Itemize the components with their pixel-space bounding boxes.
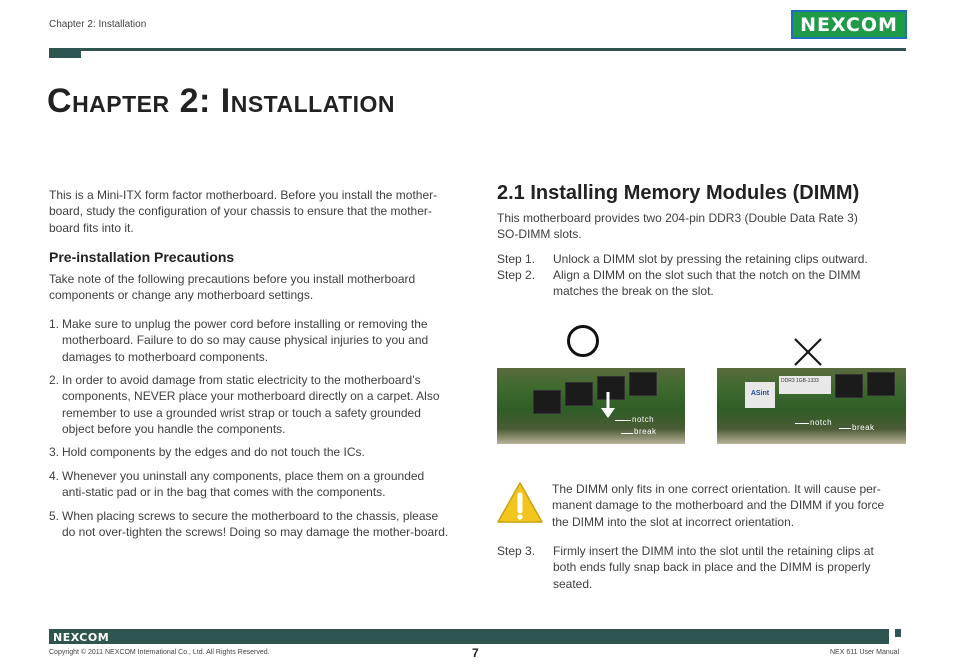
intro-paragraph: This is a Mini-ITX form factor motherboard. Before you install the mother-board, study the configuration of your chassis to ensure that the mother-board fits into it. xyxy=(49,188,438,235)
list-number: 3. xyxy=(49,445,60,459)
memory-chip xyxy=(565,382,593,406)
nexcom-logo xyxy=(791,10,907,39)
footer-manual-title: NEX 611 User Manual xyxy=(830,649,900,656)
break-pointer xyxy=(839,428,851,429)
step-label: Step 2. xyxy=(497,268,536,282)
list-item xyxy=(49,316,449,365)
footer-copyright: Copyright © 2011 NEXCOM International Co., Ltd. All Rights Reserved. xyxy=(49,649,270,656)
list-item xyxy=(49,468,449,501)
step-row xyxy=(497,251,897,267)
list-text: In order to avoid damage from static electricity to the motherboard’s components, NEVER place your motherboard directly on a carpet. Also remember to use a grounded wrist strap or touch a safety grounded object before you handle the components. xyxy=(62,373,440,436)
dimm-correct-photo xyxy=(497,368,685,444)
step-row xyxy=(497,543,897,592)
warning-text: The DIMM only fits in one correct orientation. It will cause per-manent damage to the motherboard and the DIMM if you force the DIMM into the slot at incorrect orientation. xyxy=(552,482,885,529)
section-heading: 2.1 Installing Memory Modules (DIMM) xyxy=(497,182,860,204)
down-arrow-icon xyxy=(599,390,617,420)
list-item xyxy=(49,444,449,460)
step-label: Step 3. xyxy=(497,544,536,558)
step-row xyxy=(497,267,897,300)
footer-bar xyxy=(49,629,906,644)
memory-chip xyxy=(867,372,895,396)
correct-circle-icon xyxy=(567,325,599,357)
logo-text: NEXCOM xyxy=(800,13,898,36)
list-text: Make sure to unplug the power cord before installing or removing the motherboard. Failure to do so may cause physical injuries to you and damages to motherboard components. xyxy=(62,317,429,364)
notch-label: notch xyxy=(632,415,655,424)
incorrect-cross-icon xyxy=(793,337,823,367)
module-sticker: DDR3 1GB-1333 xyxy=(779,376,831,394)
step-text: Unlock a DIMM slot by pressing the retaining clips outward. xyxy=(553,252,868,266)
list-number: 2. xyxy=(49,373,60,387)
chapter-title xyxy=(47,82,395,121)
break-pointer xyxy=(621,433,633,434)
memory-chip xyxy=(835,374,863,398)
break-label: break xyxy=(852,423,875,432)
chapter-title-part: I xyxy=(220,82,231,120)
chapter-title-part: 2: xyxy=(169,82,221,120)
precautions-heading: Pre-installation Precautions xyxy=(49,249,235,265)
notch-pointer xyxy=(795,423,809,424)
footer-logo: NEXCOM xyxy=(53,631,110,644)
footer-corner-mark xyxy=(895,629,901,637)
list-text: Whenever you uninstall any components, place them on a grounded anti-static pad or in the bag that comes with the components. xyxy=(62,469,425,500)
step-label: Step 1. xyxy=(497,252,536,266)
memory-chip xyxy=(533,390,561,414)
list-text: When placing screws to secure the motherboard to the chassis, please do not over-tighten the screws! Doing so may damage the mother-board. xyxy=(62,509,449,540)
header-chapter-label: Chapter 2: Installation xyxy=(49,19,147,30)
chapter-title-part: HAPTER xyxy=(72,91,170,117)
step-text: Align a DIMM on the slot such that the notch on the DIMM matches the break on the slot. xyxy=(553,268,861,299)
list-number: 5. xyxy=(49,509,60,523)
list-number: 4. xyxy=(49,469,60,483)
list-item xyxy=(49,508,449,541)
precautions-intro: Take note of the following precautions before you install motherboard components or change any motherboard settings. xyxy=(49,272,416,303)
header-rule-block xyxy=(49,48,81,58)
chapter-title-part: NSTALLATION xyxy=(230,91,396,117)
break-label: break xyxy=(634,427,657,436)
notch-label: notch xyxy=(810,418,833,427)
warning-icon xyxy=(496,480,544,524)
header-rule xyxy=(49,48,906,51)
list-item xyxy=(49,372,449,437)
list-number: 1. xyxy=(49,317,60,331)
list-text: Hold components by the edges and do not touch the ICs. xyxy=(62,445,365,459)
section-intro: This motherboard provides two 204-pin DDR3 (Double Data Rate 3) SO-DIMM slots. xyxy=(497,211,858,242)
dimm-incorrect-photo xyxy=(717,368,906,444)
notch-pointer xyxy=(615,420,631,421)
memory-chip xyxy=(629,372,657,396)
module-brand: ASint xyxy=(745,382,775,408)
page-number: 7 xyxy=(472,646,479,660)
step-text: Firmly insert the DIMM into the slot until the retaining clips at both ends fully snap back in place and the DIMM is properly seated. xyxy=(553,544,874,591)
chapter-title-part: C xyxy=(47,82,73,120)
